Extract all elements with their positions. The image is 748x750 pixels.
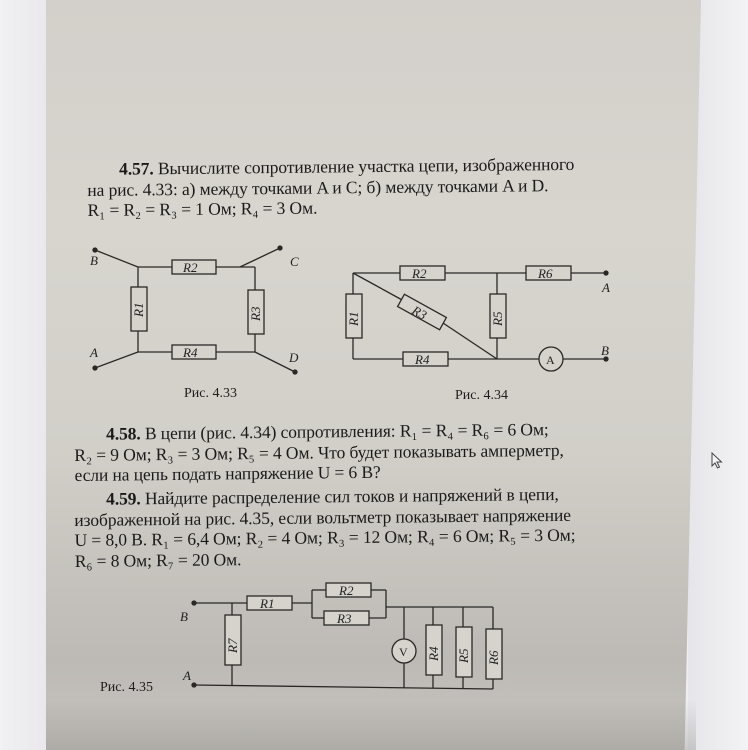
problem-4-59: [74, 483, 650, 571]
problem-text-line: U = 8,0 В. R₁ = 6,4 Ом; R₂ = 4 Ом; R₃ = 12 Ом; R₄ = 6 Ом; R₅ = 3 Ом;: [74, 524, 576, 550]
resistor-label-r6: R6: [538, 266, 553, 281]
figure-4-33-circuit: [80, 245, 320, 390]
mouse-pointer-icon: [711, 452, 725, 475]
resistor-label-r4: R4: [415, 352, 430, 367]
terminal-label-a: A: [90, 345, 98, 360]
resistor-label-r1: R1: [346, 311, 361, 326]
problem-number: 4.57.: [118, 158, 154, 179]
problem-text-line: Найдите распределение сил токов и напряжений в цепи,: [140, 483, 559, 509]
problem-text-line: В цепи (рис. 4.34) сопротивления: R₁ = R₄ = R₆ = 6 Ом;: [140, 419, 549, 444]
resistor-label-r5: R5: [490, 311, 505, 326]
resistor-label-r4: R4: [183, 345, 198, 360]
resistor-label-r2: R2: [339, 583, 354, 598]
problem-text-line: Вычислите сопротивление участка цепи, изображенного: [153, 153, 575, 179]
resistor-label-r7: R7: [225, 638, 240, 653]
figure-caption-4-35: Рис. 4.35: [100, 680, 153, 695]
problem-text-line: если на цепь подать напряжение U = 6 В?: [74, 461, 381, 485]
ammeter-label: A: [546, 353, 555, 367]
figure-4-35-circuit: [180, 583, 510, 700]
problem-text-line: изображенной на рис. 4.35, если вольтметр показывает напряжение: [74, 504, 572, 530]
problem-number: 4.59.: [105, 488, 141, 509]
left-screen-margin: [0, 0, 47, 750]
resistor-label-r3: R3: [337, 611, 352, 626]
terminal-label-b: B: [90, 253, 98, 268]
resistor-label-r5: R5: [456, 648, 471, 663]
terminal-label-a: A: [602, 280, 610, 295]
resistor-label-r3: R3: [409, 302, 430, 323]
problem-text-line: на рис. 4.33: а) между точками A и C; б) между точками A и D.: [87, 174, 549, 200]
terminal-label-a: A: [183, 668, 191, 683]
resistor-label-r3: R3: [248, 306, 263, 321]
figure-caption-4-33: Рис. 4.33: [184, 386, 237, 401]
terminal-label-b: B: [601, 343, 609, 358]
problem-4-57: [87, 153, 648, 220]
problem-number: 4.58.: [105, 423, 141, 444]
voltmeter-label: V: [399, 645, 408, 659]
resistor-label-r2: R2: [183, 260, 198, 275]
resistor-label-r2: R2: [412, 266, 427, 281]
page-shadow: [46, 700, 696, 750]
terminal-label-d: D: [289, 350, 299, 365]
terminal-label-b: B: [180, 609, 188, 624]
problem-text-line: R₆ = 8 Ом; R₇ = 20 Ом.: [74, 548, 242, 571]
resistor-label-r4: R4: [426, 646, 441, 661]
resistor-label-r6: R6: [486, 650, 501, 665]
problem-text-line: R₁ = R₂ = R₃ = 1 Ом; R₄ = 3 Ом.: [87, 197, 318, 220]
problem-4-58: [74, 418, 650, 486]
problem-text-line: R₂ = 9 Ом; R₃ = 3 Ом; R₅ = 4 Ом. Что будет показывать амперметр,: [74, 439, 564, 465]
resistor-label-r1: R1: [131, 302, 146, 317]
terminal-label-c: C: [290, 254, 299, 269]
figure-caption-4-34: Рис. 4.34: [455, 388, 508, 403]
resistor-label-r1: R1: [260, 596, 275, 611]
figure-4-34-circuit: [340, 262, 630, 387]
